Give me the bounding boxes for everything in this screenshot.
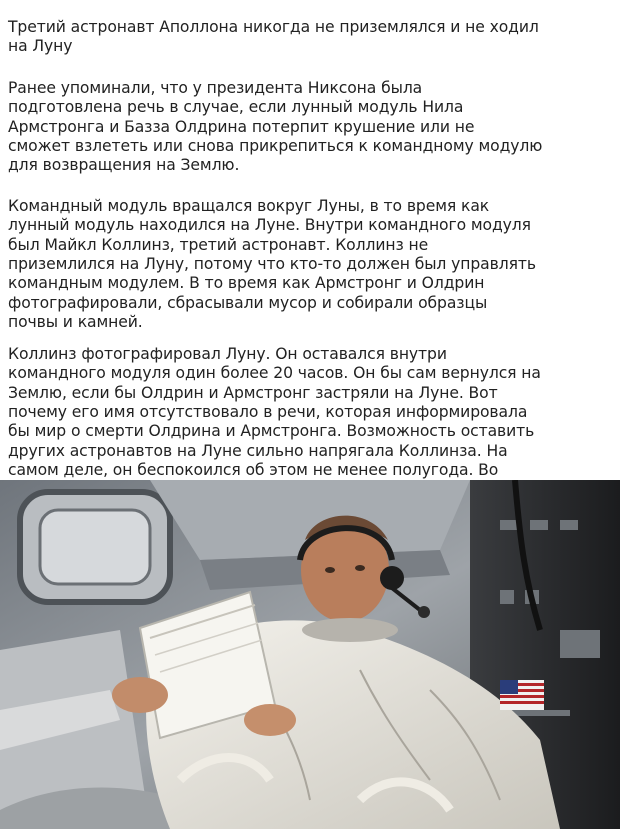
text-line: командным модулем. В то время как Армстронг и Олдрин — [8, 274, 485, 293]
hatch-window — [20, 492, 170, 602]
right-hand — [244, 704, 296, 736]
paragraph-nixon-speech — [8, 79, 608, 176]
astronaut-photo — [0, 480, 620, 829]
text-line: почему его имя отсутствовало в речи, которая информировала — [8, 402, 528, 421]
text-line: лунный модуль находился на Луне. Внутри командного модуля — [8, 216, 531, 235]
flag-patch — [500, 680, 544, 710]
paragraph-command-module — [8, 197, 608, 333]
text-line: Командный модуль вращался вокруг Луны, в то время как — [8, 196, 490, 215]
text-line: других астронавтов на Луне сильно напрягала Коллинза. На — [8, 441, 508, 460]
title-line: на Луну — [8, 37, 73, 56]
article — [8, 18, 608, 519]
text-line: Коллинз фотографировал Луну. Он оставался внутри — [8, 344, 447, 363]
text-line: самом деле, он беспокоился об этом не менее полугода. Во — [8, 461, 499, 480]
neck-ring — [302, 618, 398, 642]
astronaut-illustration — [0, 480, 620, 829]
title-line: Третий астронавт Аполлона никогда не приземлялся и не ходил — [8, 18, 539, 36]
text-line: для возвращения на Землю. — [8, 156, 240, 175]
text-line: сможет взлететь или снова прикрепиться к командному модулю — [8, 137, 543, 156]
article-title — [8, 18, 608, 57]
text-line: Ранее упоминали, что у президента Никсона была — [8, 78, 423, 97]
text-line: бы мир о смерти Олдрина и Армстронга. Возможность оставить — [8, 422, 535, 441]
text-line: командного модуля один более 20 часов. Он бы сам вернулся на — [8, 364, 541, 383]
text-line: приземлился на Луну, потому что кто-то должен был управлять — [8, 255, 536, 274]
text-line: подготовлена речь в случае, если лунный модуль Нила — [8, 98, 464, 117]
left-hand — [112, 677, 168, 713]
text-line: был Майкл Коллинз, третий астронавт. Коллинз не — [8, 235, 429, 254]
text-line: почвы и камней. — [8, 313, 143, 332]
text-line: Землю, если бы Олдрин и Армстронг застряли на Луне. Вот — [8, 383, 498, 402]
text-line: фотографировали, сбрасывали мусор и собирали образцы — [8, 293, 488, 312]
text-line: Армстронга и Базза Олдрина потерпит крушение или не — [8, 117, 475, 136]
astronaut-head — [301, 516, 389, 622]
